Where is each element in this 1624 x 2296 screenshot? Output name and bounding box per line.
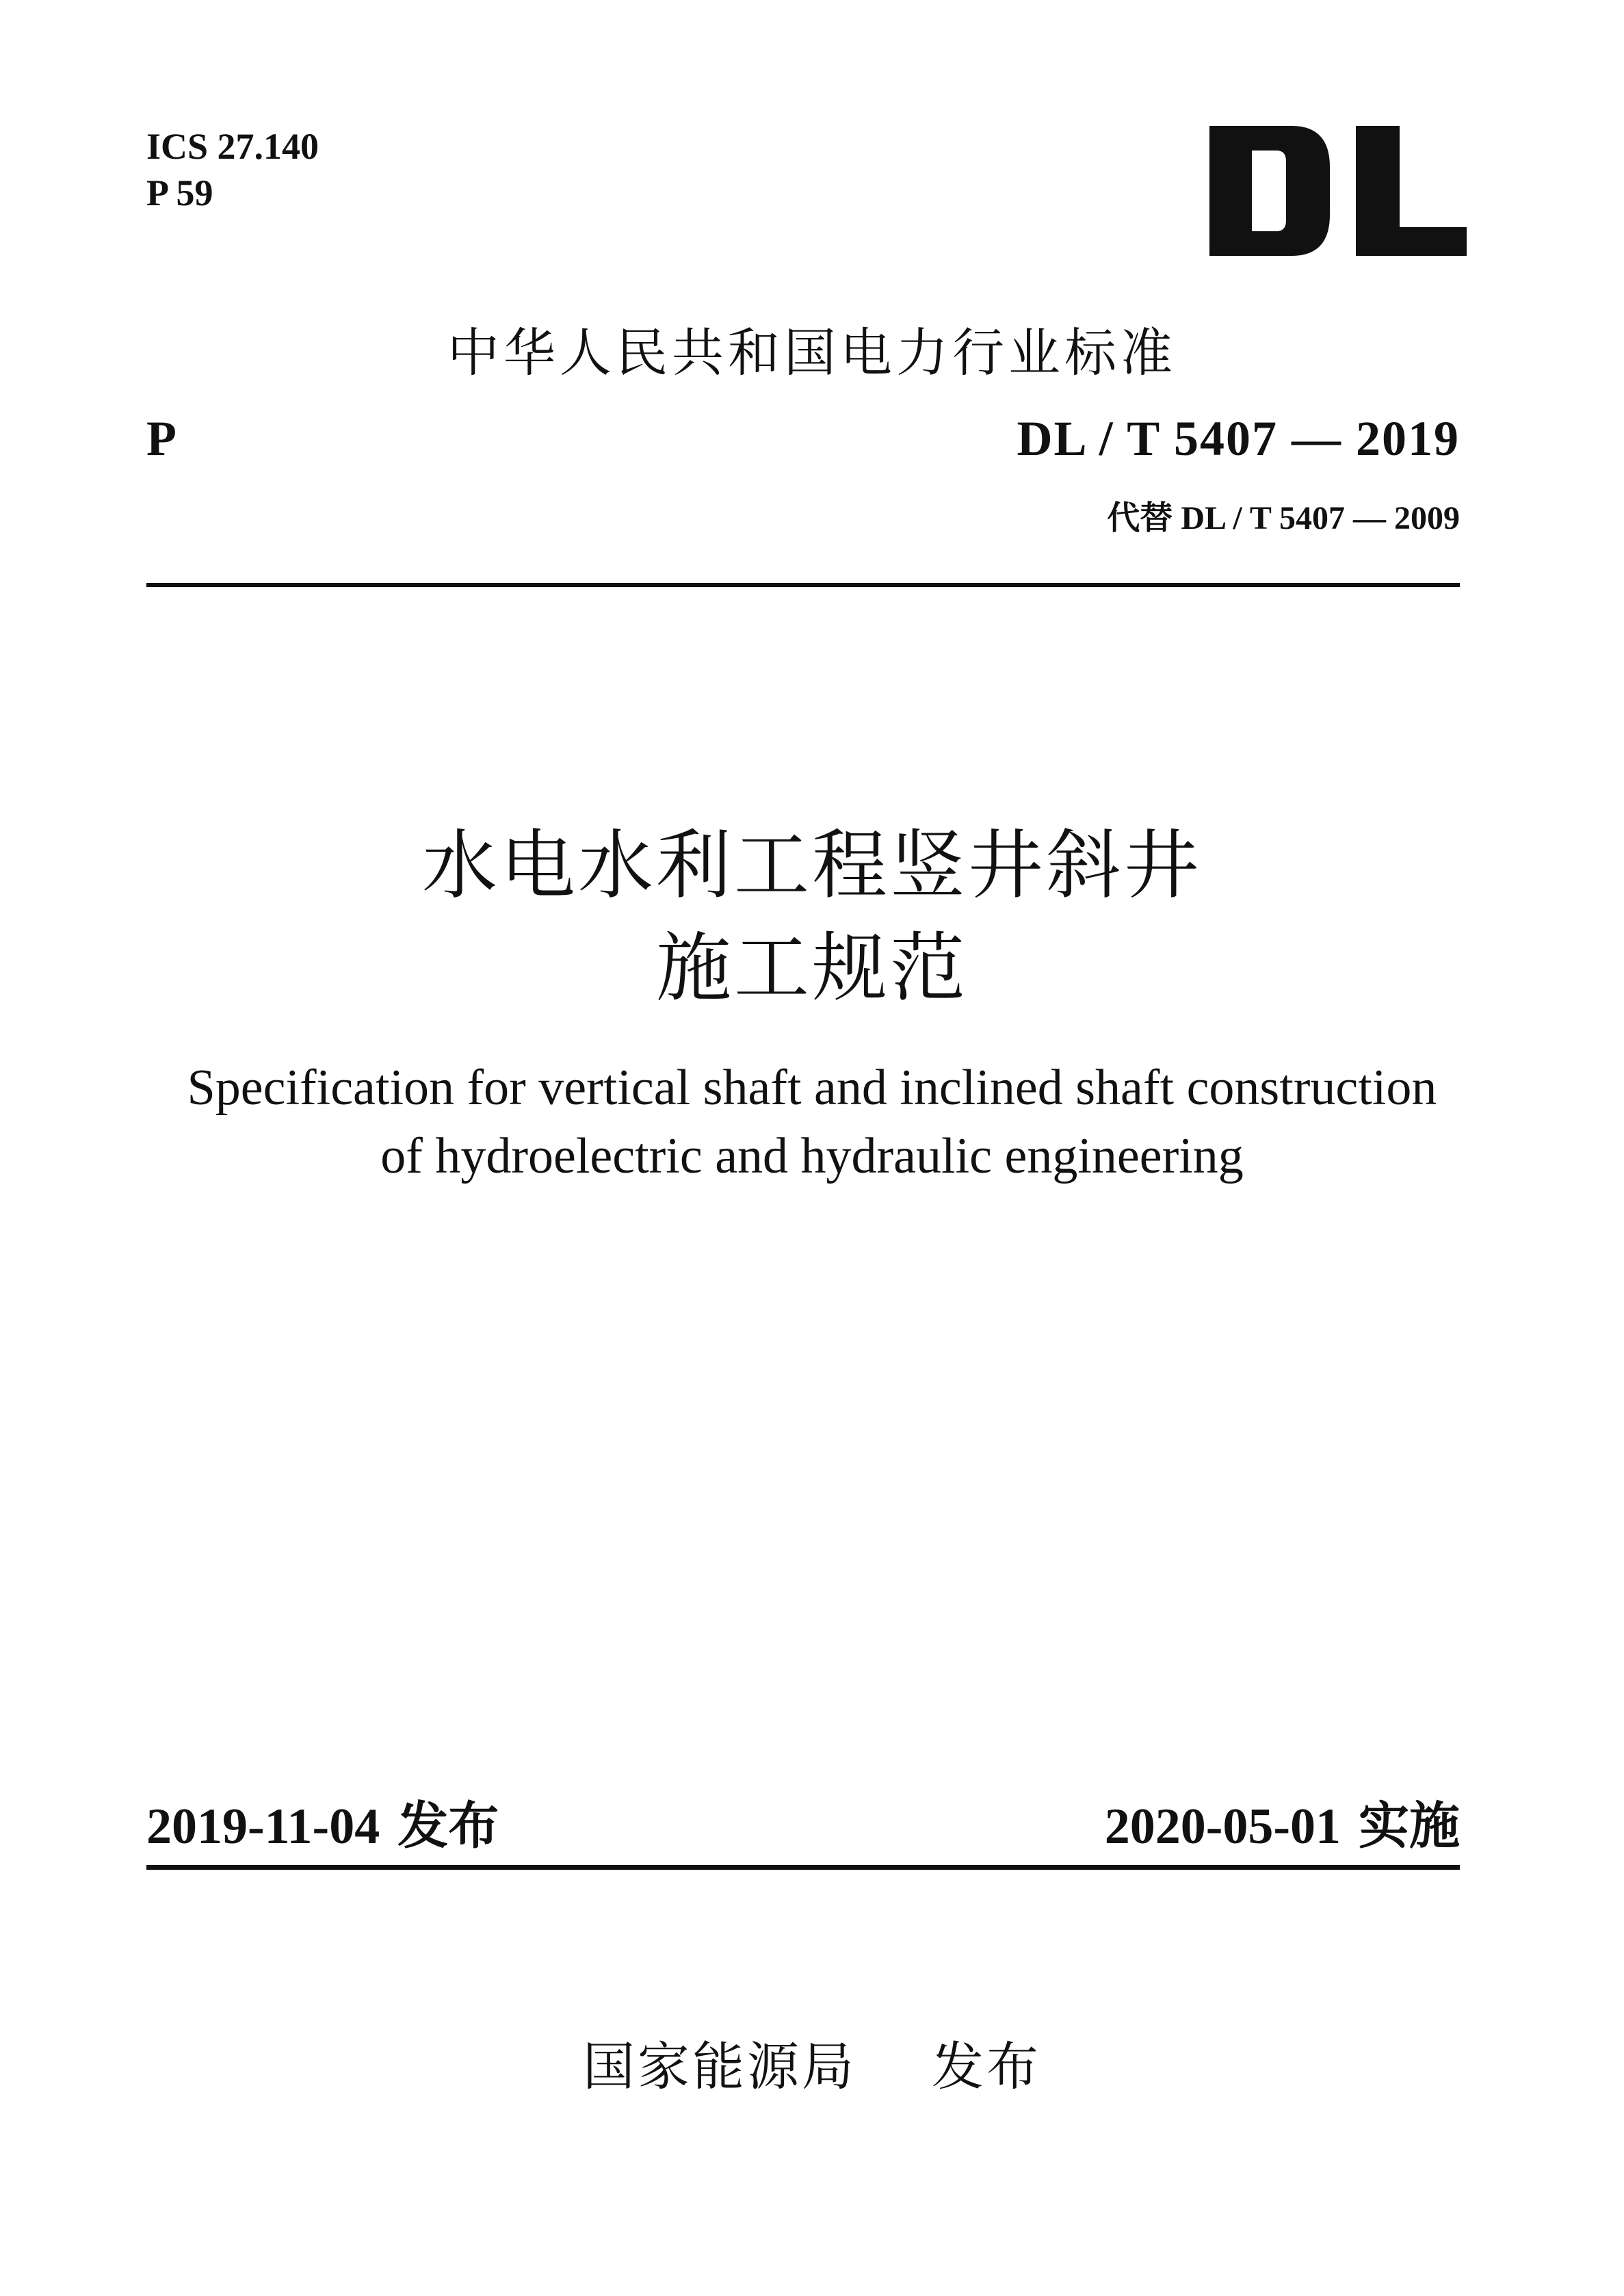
- english-title: [0, 1054, 1624, 1190]
- publisher-line: [0, 2025, 1624, 2100]
- ics-classification: [146, 123, 319, 216]
- chinese-title-line-2: 施工规范: [656, 924, 968, 1012]
- issue-date-block: [146, 1786, 499, 1858]
- english-title-line-1: Specification for vertical shaft and inclined shaft construction: [187, 1060, 1437, 1116]
- dl-logo: [1209, 126, 1467, 256]
- ics-code: ICS 27.140: [146, 126, 319, 167]
- org-title: 中华人民共和国电力行业标准: [447, 322, 1177, 383]
- english-title-line-2: of hydroelectric and hydraulic engineering: [380, 1128, 1244, 1184]
- replaces-standard: 代替 DL / T 5407 — 2009: [1107, 500, 1460, 536]
- publisher-name: 国家能源局: [583, 2036, 856, 2097]
- top-rule: [146, 583, 1460, 587]
- p-code: P 59: [146, 172, 213, 213]
- chinese-title: [0, 814, 1624, 1019]
- bottom-rule: [146, 1865, 1460, 1870]
- issue-date: 2019-11-04: [146, 1799, 380, 1855]
- effective-date: 2020-05-01: [1104, 1799, 1341, 1855]
- issue-label: 发布: [397, 1797, 499, 1855]
- publisher-action: 发布: [932, 2036, 1041, 2097]
- standard-number: DL / T 5407 — 2019: [1017, 411, 1460, 466]
- chinese-title-line-1: 水电水利工程竖井斜井: [422, 822, 1202, 909]
- classification-code: P: [146, 411, 176, 466]
- effective-label: 实施: [1359, 1797, 1460, 1855]
- effective-date-block: [1105, 1786, 1460, 1858]
